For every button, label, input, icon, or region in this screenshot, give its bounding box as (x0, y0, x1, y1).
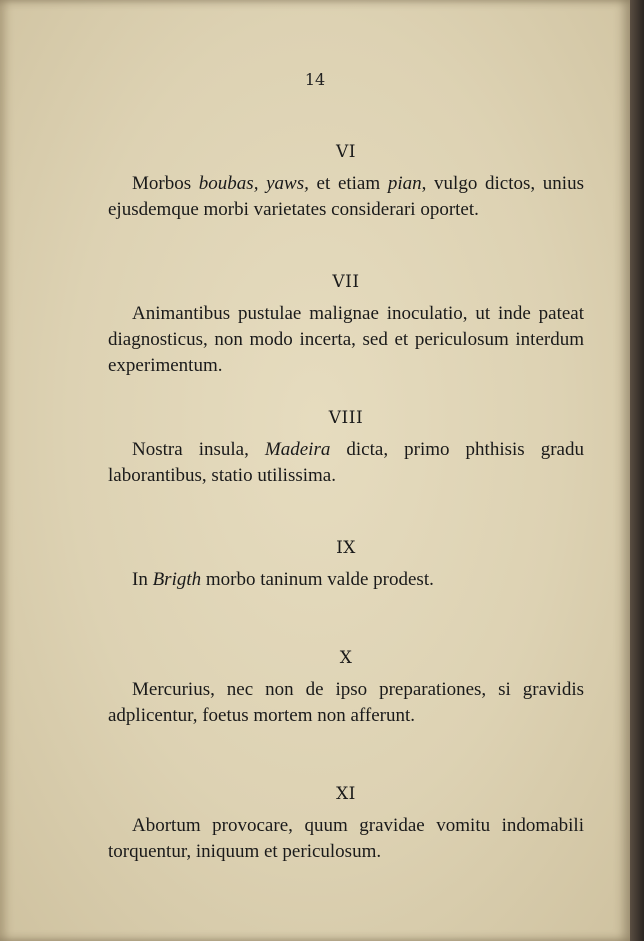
thesis-ix (108, 538, 584, 593)
italic-term: Brigth (152, 569, 202, 590)
text-run: Animantibus pustulae malignae inoculatio, ut inde pateat diagnosticus, non modo incerta, sed et periculosum interdum experimentum. (108, 303, 584, 376)
thesis-xi (108, 784, 584, 865)
italic-term: pian (387, 173, 422, 194)
thesis-numeral: VII (332, 272, 360, 292)
text-run: Morbos (132, 173, 199, 194)
thesis-text (108, 301, 584, 379)
italic-term: Madeira (264, 439, 331, 460)
text-run: In (132, 569, 153, 590)
thesis-vii (108, 272, 584, 379)
text-run: dicta, primo phthisis gradu laborantibus, statio utilissima. (108, 439, 584, 486)
thesis-numeral: X (339, 648, 353, 668)
thesis-x (108, 648, 584, 729)
page-number: 14 (304, 70, 326, 89)
thesis-vi (108, 142, 584, 223)
thesis-text (108, 813, 584, 865)
thesis-numeral: IX (336, 538, 356, 558)
thesis-text (108, 677, 584, 729)
thesis-numeral: VIII (328, 408, 364, 428)
italic-term: boubas, yaws, (198, 173, 309, 194)
thesis-numeral: XI (336, 784, 356, 804)
thesis-text (108, 171, 584, 223)
text-run: et etiam (308, 173, 388, 194)
thesis-text (108, 437, 584, 489)
text-run: Nostra insula, (132, 439, 265, 460)
text-run: , vulgo dictos, unius ejusdemque morbi varietates considerari oportet. (108, 173, 584, 220)
text-run: Abortum provocare, quum gravidae vomitu indomabili torquentur, iniquum et periculosum. (108, 815, 584, 862)
thesis-viii (108, 408, 584, 489)
book-spine-edge (630, 0, 644, 941)
thesis-text (108, 567, 584, 593)
thesis-numeral: VI (336, 142, 356, 162)
text-run: morbo taninum valde prodest. (201, 569, 434, 590)
text-run: Mercurius, nec non de ipso preparationes, si gravidis adplicentur, foetus mortem non afferunt. (108, 679, 584, 726)
